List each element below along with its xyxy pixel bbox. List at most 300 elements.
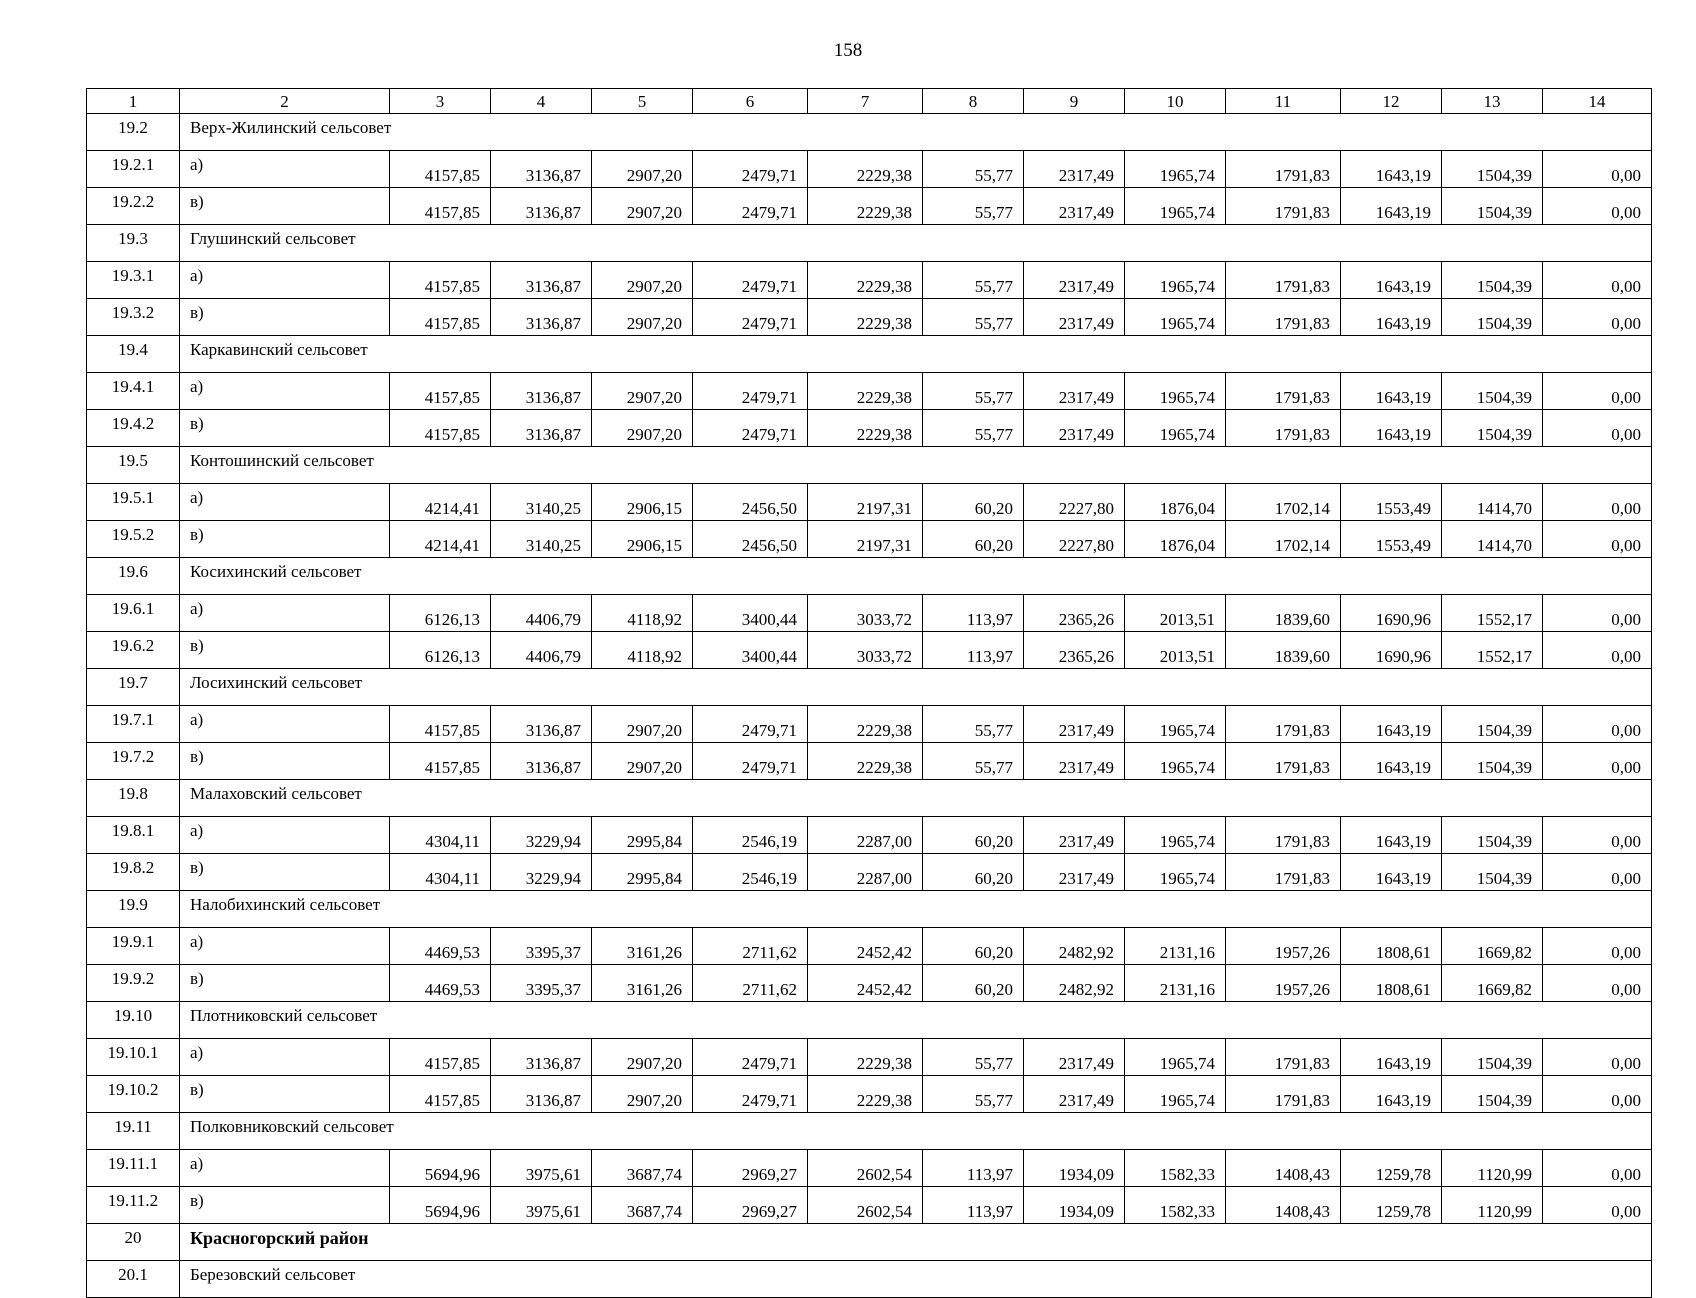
value-cell: 1414,70 <box>1442 484 1543 521</box>
group-name: Верх-Жилинский сельсовет <box>180 114 1652 151</box>
row-code: 19.8 <box>87 780 180 817</box>
value-cell: 2456,50 <box>693 521 808 558</box>
value-cell: 0,00 <box>1543 151 1652 188</box>
row-code: 19.3.2 <box>87 299 180 336</box>
value-cell: 60,20 <box>923 521 1024 558</box>
district-name: Красногорский район <box>180 1224 1652 1261</box>
value-cell: 1643,19 <box>1341 299 1442 336</box>
value-cell: 1504,39 <box>1442 299 1543 336</box>
value-cell: 3136,87 <box>491 410 592 447</box>
value-cell: 1965,74 <box>1125 151 1226 188</box>
value-cell: 1643,19 <box>1341 743 1442 780</box>
value-cell: 1504,39 <box>1442 410 1543 447</box>
value-cell: 1791,83 <box>1226 854 1341 891</box>
row-label: в) <box>180 965 390 1002</box>
value-cell: 1791,83 <box>1226 1076 1341 1113</box>
row-label: а) <box>180 1150 390 1187</box>
value-cell: 1965,74 <box>1125 299 1226 336</box>
value-cell: 1957,26 <box>1226 965 1341 1002</box>
table-row <box>87 151 1652 188</box>
value-cell: 4304,11 <box>390 817 491 854</box>
value-cell: 3395,37 <box>491 965 592 1002</box>
value-cell: 1408,43 <box>1226 1187 1341 1224</box>
value-cell: 2479,71 <box>693 1076 808 1113</box>
value-cell: 1965,74 <box>1125 743 1226 780</box>
row-code: 19.5 <box>87 447 180 484</box>
row-code: 19.11.1 <box>87 1150 180 1187</box>
value-cell: 4157,85 <box>390 743 491 780</box>
value-cell: 1791,83 <box>1226 373 1341 410</box>
value-cell: 3136,87 <box>491 151 592 188</box>
row-code: 19.5.2 <box>87 521 180 558</box>
value-cell: 1965,74 <box>1125 410 1226 447</box>
group-row <box>87 891 1652 928</box>
value-cell: 1791,83 <box>1226 743 1341 780</box>
value-cell: 3161,26 <box>592 965 693 1002</box>
table-row <box>87 1187 1652 1224</box>
value-cell: 1552,17 <box>1442 632 1543 669</box>
value-cell: 2287,00 <box>808 854 923 891</box>
value-cell: 4157,85 <box>390 299 491 336</box>
value-cell: 1259,78 <box>1341 1187 1442 1224</box>
value-cell: 1504,39 <box>1442 1039 1543 1076</box>
table-row <box>87 817 1652 854</box>
value-cell: 1839,60 <box>1226 595 1341 632</box>
table-header <box>87 89 1652 114</box>
value-cell: 1504,39 <box>1442 262 1543 299</box>
group-row <box>87 225 1652 262</box>
value-cell: 0,00 <box>1543 965 1652 1002</box>
group-row <box>87 336 1652 373</box>
value-cell: 4157,85 <box>390 1076 491 1113</box>
value-cell: 1690,96 <box>1341 595 1442 632</box>
group-row <box>87 558 1652 595</box>
value-cell: 4118,92 <box>592 595 693 632</box>
value-cell: 6126,13 <box>390 595 491 632</box>
table-row <box>87 706 1652 743</box>
row-label: а) <box>180 928 390 965</box>
value-cell: 2013,51 <box>1125 595 1226 632</box>
value-cell: 113,97 <box>923 1187 1024 1224</box>
table-row <box>87 1076 1652 1113</box>
value-cell: 3140,25 <box>491 484 592 521</box>
value-cell: 1582,33 <box>1125 1150 1226 1187</box>
value-cell: 3975,61 <box>491 1187 592 1224</box>
value-cell: 2227,80 <box>1024 521 1125 558</box>
row-label: в) <box>180 188 390 225</box>
value-cell: 1965,74 <box>1125 817 1226 854</box>
value-cell: 1965,74 <box>1125 1076 1226 1113</box>
value-cell: 1669,82 <box>1442 965 1543 1002</box>
value-cell: 1791,83 <box>1226 299 1341 336</box>
row-label: в) <box>180 854 390 891</box>
value-cell: 5694,96 <box>390 1150 491 1187</box>
value-cell: 1669,82 <box>1442 928 1543 965</box>
value-cell: 113,97 <box>923 632 1024 669</box>
value-cell: 1504,39 <box>1442 706 1543 743</box>
value-cell: 2479,71 <box>693 299 808 336</box>
column-header: 13 <box>1442 89 1543 114</box>
value-cell: 3033,72 <box>808 595 923 632</box>
value-cell: 3161,26 <box>592 928 693 965</box>
value-cell: 3140,25 <box>491 521 592 558</box>
table-row <box>87 1150 1652 1187</box>
value-cell: 2317,49 <box>1024 262 1125 299</box>
value-cell: 2197,31 <box>808 484 923 521</box>
value-cell: 3136,87 <box>491 706 592 743</box>
value-cell: 3395,37 <box>491 928 592 965</box>
row-code: 19.9 <box>87 891 180 928</box>
table-body <box>87 114 1652 1298</box>
value-cell: 4157,85 <box>390 188 491 225</box>
value-cell: 1504,39 <box>1442 151 1543 188</box>
value-cell: 0,00 <box>1543 817 1652 854</box>
value-cell: 2229,38 <box>808 188 923 225</box>
value-cell: 2711,62 <box>693 965 808 1002</box>
value-cell: 1643,19 <box>1341 1039 1442 1076</box>
value-cell: 2479,71 <box>693 1039 808 1076</box>
value-cell: 60,20 <box>923 854 1024 891</box>
value-cell: 4157,85 <box>390 1039 491 1076</box>
value-cell: 2317,49 <box>1024 817 1125 854</box>
value-cell: 2969,27 <box>693 1150 808 1187</box>
value-cell: 2907,20 <box>592 299 693 336</box>
row-code: 19.10.2 <box>87 1076 180 1113</box>
value-cell: 3136,87 <box>491 188 592 225</box>
row-label: а) <box>180 595 390 632</box>
value-cell: 4118,92 <box>592 632 693 669</box>
group-name: Плотниковский сельсовет <box>180 1002 1652 1039</box>
value-cell: 1504,39 <box>1442 373 1543 410</box>
value-cell: 0,00 <box>1543 1150 1652 1187</box>
column-header: 11 <box>1226 89 1341 114</box>
value-cell: 2317,49 <box>1024 373 1125 410</box>
value-cell: 55,77 <box>923 262 1024 299</box>
value-cell: 2197,31 <box>808 521 923 558</box>
column-header: 12 <box>1341 89 1442 114</box>
column-header: 7 <box>808 89 923 114</box>
value-cell: 2479,71 <box>693 743 808 780</box>
header-row <box>87 89 1652 114</box>
value-cell: 3136,87 <box>491 743 592 780</box>
value-cell: 2317,49 <box>1024 299 1125 336</box>
value-cell: 2479,71 <box>693 151 808 188</box>
value-cell: 113,97 <box>923 595 1024 632</box>
column-header: 6 <box>693 89 808 114</box>
table-row <box>87 928 1652 965</box>
value-cell: 4157,85 <box>390 410 491 447</box>
value-cell: 2479,71 <box>693 373 808 410</box>
row-code: 19.11 <box>87 1113 180 1150</box>
column-header: 2 <box>180 89 390 114</box>
value-cell: 1553,49 <box>1341 484 1442 521</box>
value-cell: 0,00 <box>1543 1039 1652 1076</box>
row-label: а) <box>180 151 390 188</box>
group-name: Березовский сельсовет <box>180 1261 1652 1298</box>
value-cell: 2456,50 <box>693 484 808 521</box>
row-code: 19.5.1 <box>87 484 180 521</box>
value-cell: 1259,78 <box>1341 1150 1442 1187</box>
value-cell: 0,00 <box>1543 521 1652 558</box>
value-cell: 1791,83 <box>1226 151 1341 188</box>
value-cell: 1702,14 <box>1226 521 1341 558</box>
value-cell: 2229,38 <box>808 1039 923 1076</box>
value-cell: 2365,26 <box>1024 632 1125 669</box>
row-code: 19.3 <box>87 225 180 262</box>
value-cell: 2365,26 <box>1024 595 1125 632</box>
value-cell: 2479,71 <box>693 410 808 447</box>
table-row <box>87 1039 1652 1076</box>
value-cell: 1965,74 <box>1125 706 1226 743</box>
value-cell: 0,00 <box>1543 299 1652 336</box>
table-row <box>87 743 1652 780</box>
value-cell: 1839,60 <box>1226 632 1341 669</box>
row-label: в) <box>180 1076 390 1113</box>
row-code: 19.2.1 <box>87 151 180 188</box>
value-cell: 60,20 <box>923 484 1024 521</box>
value-cell: 55,77 <box>923 1076 1024 1113</box>
group-row <box>87 1002 1652 1039</box>
row-code: 19.11.2 <box>87 1187 180 1224</box>
value-cell: 1876,04 <box>1125 521 1226 558</box>
value-cell: 0,00 <box>1543 595 1652 632</box>
value-cell: 1791,83 <box>1226 817 1341 854</box>
column-header: 14 <box>1543 89 1652 114</box>
value-cell: 2317,49 <box>1024 706 1125 743</box>
value-cell: 1791,83 <box>1226 410 1341 447</box>
value-cell: 2546,19 <box>693 854 808 891</box>
value-cell: 2317,49 <box>1024 854 1125 891</box>
value-cell: 3400,44 <box>693 595 808 632</box>
column-header: 4 <box>491 89 592 114</box>
value-cell: 2229,38 <box>808 1076 923 1113</box>
value-cell: 2907,20 <box>592 262 693 299</box>
group-row <box>87 114 1652 151</box>
value-cell: 60,20 <box>923 928 1024 965</box>
value-cell: 2995,84 <box>592 817 693 854</box>
value-cell: 2907,20 <box>592 188 693 225</box>
value-cell: 2452,42 <box>808 965 923 1002</box>
value-cell: 0,00 <box>1543 632 1652 669</box>
value-cell: 1504,39 <box>1442 188 1543 225</box>
value-cell: 2602,54 <box>808 1150 923 1187</box>
value-cell: 2482,92 <box>1024 965 1125 1002</box>
value-cell: 2711,62 <box>693 928 808 965</box>
value-cell: 3975,61 <box>491 1150 592 1187</box>
value-cell: 2317,49 <box>1024 1039 1125 1076</box>
value-cell: 0,00 <box>1543 743 1652 780</box>
value-cell: 1876,04 <box>1125 484 1226 521</box>
row-code: 19.7.2 <box>87 743 180 780</box>
row-code: 19.10 <box>87 1002 180 1039</box>
value-cell: 2317,49 <box>1024 1076 1125 1113</box>
value-cell: 1643,19 <box>1341 373 1442 410</box>
value-cell: 1408,43 <box>1226 1150 1341 1187</box>
value-cell: 4304,11 <box>390 854 491 891</box>
value-cell: 1553,49 <box>1341 521 1442 558</box>
value-cell: 3229,94 <box>491 854 592 891</box>
value-cell: 2907,20 <box>592 743 693 780</box>
value-cell: 2229,38 <box>808 151 923 188</box>
table-row <box>87 188 1652 225</box>
value-cell: 2013,51 <box>1125 632 1226 669</box>
group-row <box>87 447 1652 484</box>
value-cell: 1120,99 <box>1442 1187 1543 1224</box>
column-header: 10 <box>1125 89 1226 114</box>
value-cell: 4157,85 <box>390 262 491 299</box>
value-cell: 4157,85 <box>390 706 491 743</box>
value-cell: 55,77 <box>923 299 1024 336</box>
row-code: 19.6 <box>87 558 180 595</box>
row-label: а) <box>180 262 390 299</box>
table-row <box>87 410 1652 447</box>
value-cell: 2229,38 <box>808 410 923 447</box>
row-code: 19.4.2 <box>87 410 180 447</box>
row-label: в) <box>180 521 390 558</box>
value-cell: 2907,20 <box>592 373 693 410</box>
table-row <box>87 521 1652 558</box>
value-cell: 1702,14 <box>1226 484 1341 521</box>
table-row <box>87 854 1652 891</box>
value-cell: 1582,33 <box>1125 1187 1226 1224</box>
value-cell: 1643,19 <box>1341 706 1442 743</box>
value-cell: 2482,92 <box>1024 928 1125 965</box>
district-row <box>87 1224 1652 1261</box>
value-cell: 1504,39 <box>1442 854 1543 891</box>
value-cell: 3229,94 <box>491 817 592 854</box>
row-code: 19.2.2 <box>87 188 180 225</box>
row-label: а) <box>180 706 390 743</box>
value-cell: 5694,96 <box>390 1187 491 1224</box>
value-cell: 1791,83 <box>1226 706 1341 743</box>
column-header: 5 <box>592 89 693 114</box>
value-cell: 1643,19 <box>1341 151 1442 188</box>
value-cell: 4406,79 <box>491 595 592 632</box>
value-cell: 113,97 <box>923 1150 1024 1187</box>
value-cell: 2452,42 <box>808 928 923 965</box>
value-cell: 1934,09 <box>1024 1150 1125 1187</box>
value-cell: 4214,41 <box>390 521 491 558</box>
value-cell: 55,77 <box>923 410 1024 447</box>
value-cell: 1791,83 <box>1226 262 1341 299</box>
value-cell: 1504,39 <box>1442 743 1543 780</box>
column-header: 9 <box>1024 89 1125 114</box>
value-cell: 2229,38 <box>808 373 923 410</box>
value-cell: 2546,19 <box>693 817 808 854</box>
value-cell: 2907,20 <box>592 706 693 743</box>
group-name: Налобихинский сельсовет <box>180 891 1652 928</box>
row-code: 19.9.1 <box>87 928 180 965</box>
value-cell: 1504,39 <box>1442 1076 1543 1113</box>
row-label: в) <box>180 743 390 780</box>
value-cell: 3136,87 <box>491 373 592 410</box>
row-label: в) <box>180 1187 390 1224</box>
value-cell: 1957,26 <box>1226 928 1341 965</box>
value-cell: 2906,15 <box>592 521 693 558</box>
value-cell: 2969,27 <box>693 1187 808 1224</box>
value-cell: 55,77 <box>923 188 1024 225</box>
group-name: Полковниковский сельсовет <box>180 1113 1652 1150</box>
table-row <box>87 595 1652 632</box>
row-code: 20.1 <box>87 1261 180 1298</box>
value-cell: 55,77 <box>923 1039 1024 1076</box>
row-code: 19.6.1 <box>87 595 180 632</box>
value-cell: 1965,74 <box>1125 373 1226 410</box>
value-cell: 1791,83 <box>1226 188 1341 225</box>
value-cell: 4214,41 <box>390 484 491 521</box>
row-code: 19.2 <box>87 114 180 151</box>
table-row <box>87 262 1652 299</box>
value-cell: 2317,49 <box>1024 188 1125 225</box>
group-name: Контошинский сельсовет <box>180 447 1652 484</box>
table-row <box>87 965 1652 1002</box>
value-cell: 3033,72 <box>808 632 923 669</box>
value-cell: 2479,71 <box>693 188 808 225</box>
value-cell: 2317,49 <box>1024 743 1125 780</box>
value-cell: 1552,17 <box>1442 595 1543 632</box>
row-label: в) <box>180 410 390 447</box>
group-row <box>87 669 1652 706</box>
group-name: Глушинский сельсовет <box>180 225 1652 262</box>
column-header: 1 <box>87 89 180 114</box>
value-cell: 2907,20 <box>592 1076 693 1113</box>
row-code: 19.8.2 <box>87 854 180 891</box>
group-row <box>87 1113 1652 1150</box>
column-header: 3 <box>390 89 491 114</box>
value-cell: 3400,44 <box>693 632 808 669</box>
value-cell: 3687,74 <box>592 1187 693 1224</box>
value-cell: 2602,54 <box>808 1187 923 1224</box>
value-cell: 1643,19 <box>1341 410 1442 447</box>
table-row <box>87 299 1652 336</box>
value-cell: 0,00 <box>1543 1076 1652 1113</box>
tariff-table <box>86 88 1652 1298</box>
group-name: Косихинский сельсовет <box>180 558 1652 595</box>
value-cell: 4157,85 <box>390 373 491 410</box>
value-cell: 1643,19 <box>1341 188 1442 225</box>
group-row <box>87 780 1652 817</box>
value-cell: 1120,99 <box>1442 1150 1543 1187</box>
value-cell: 2479,71 <box>693 706 808 743</box>
value-cell: 3136,87 <box>491 299 592 336</box>
value-cell: 0,00 <box>1543 373 1652 410</box>
value-cell: 1965,74 <box>1125 1039 1226 1076</box>
value-cell: 2229,38 <box>808 262 923 299</box>
value-cell: 0,00 <box>1543 706 1652 743</box>
value-cell: 1414,70 <box>1442 521 1543 558</box>
value-cell: 1504,39 <box>1442 817 1543 854</box>
row-code: 19.6.2 <box>87 632 180 669</box>
value-cell: 2287,00 <box>808 817 923 854</box>
column-header: 8 <box>923 89 1024 114</box>
value-cell: 2131,16 <box>1125 928 1226 965</box>
value-cell: 0,00 <box>1543 188 1652 225</box>
value-cell: 1643,19 <box>1341 817 1442 854</box>
group-row <box>87 1261 1652 1298</box>
value-cell: 1808,61 <box>1341 965 1442 1002</box>
value-cell: 60,20 <box>923 965 1024 1002</box>
value-cell: 4469,53 <box>390 928 491 965</box>
value-cell: 2907,20 <box>592 410 693 447</box>
group-name: Каркавинский сельсовет <box>180 336 1652 373</box>
page-number: 158 <box>833 40 863 61</box>
row-code: 19.7.1 <box>87 706 180 743</box>
value-cell: 1934,09 <box>1024 1187 1125 1224</box>
value-cell: 1643,19 <box>1341 854 1442 891</box>
value-cell: 1808,61 <box>1341 928 1442 965</box>
value-cell: 2317,49 <box>1024 151 1125 188</box>
row-code: 19.4 <box>87 336 180 373</box>
